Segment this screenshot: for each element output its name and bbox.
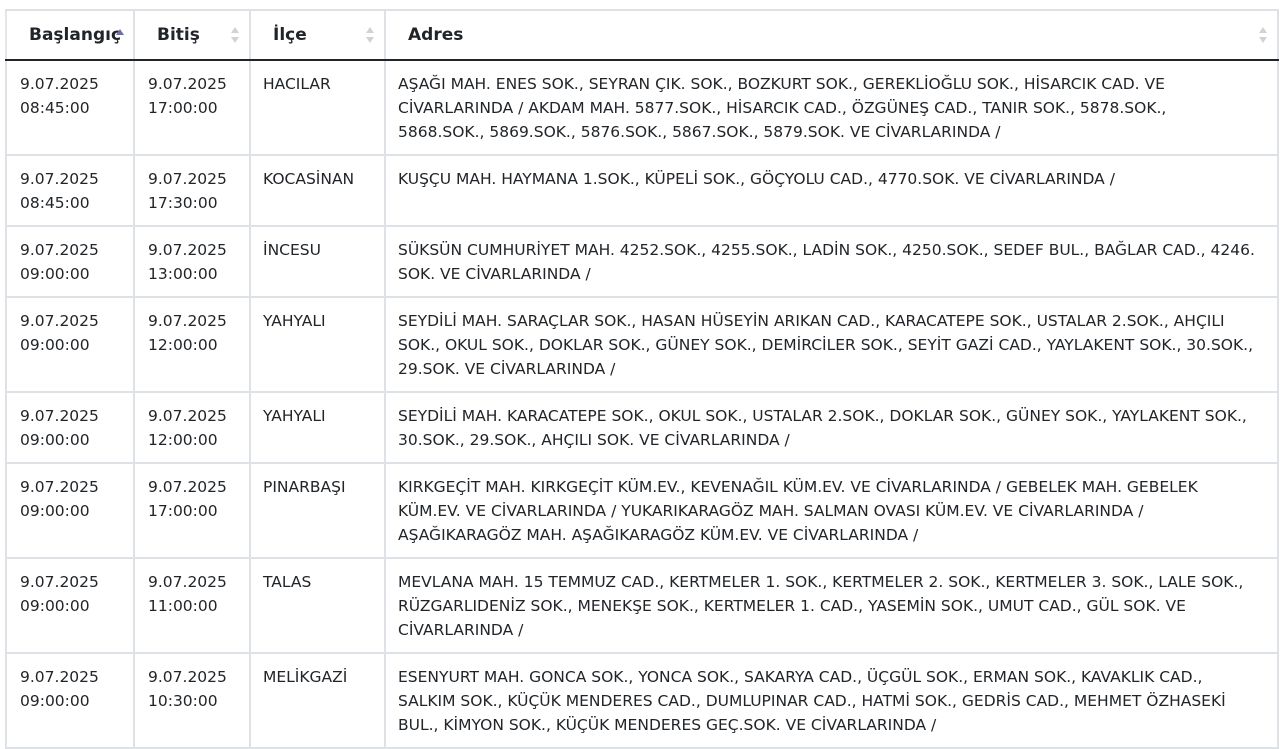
end-time: 12:00:00 (148, 336, 218, 354)
cell-ilce (250, 155, 385, 226)
cell-start (6, 558, 134, 653)
start-date: 9.07.2025 (20, 407, 99, 425)
sort-icon[interactable] (365, 26, 375, 44)
end-date: 9.07.2025 (148, 241, 227, 259)
start-date: 9.07.2025 (20, 573, 99, 591)
district-name: TALAS (263, 573, 312, 591)
end-time: 13:00:00 (148, 265, 218, 283)
table-row (6, 463, 1278, 558)
end-date: 9.07.2025 (148, 668, 227, 686)
table-row (6, 558, 1278, 653)
cell-adres (385, 297, 1278, 392)
cell-ilce (250, 463, 385, 558)
sort-icon[interactable] (1258, 26, 1268, 44)
cell-start (6, 653, 134, 748)
header-row (6, 10, 1278, 60)
end-time: 12:00:00 (148, 431, 218, 449)
start-time: 09:00:00 (20, 431, 90, 449)
district-name: İNCESU (263, 241, 321, 259)
cell-end (134, 60, 250, 155)
start-date: 9.07.2025 (20, 478, 99, 496)
outage-table (5, 9, 1279, 749)
start-date: 9.07.2025 (20, 312, 99, 330)
cell-adres (385, 463, 1278, 558)
cell-adres (385, 558, 1278, 653)
start-date: 9.07.2025 (20, 241, 99, 259)
cell-ilce (250, 297, 385, 392)
end-time: 17:30:00 (148, 194, 218, 212)
end-time: 17:00:00 (148, 502, 218, 520)
end-time: 10:30:00 (148, 692, 218, 710)
start-time: 09:00:00 (20, 336, 90, 354)
sort-ascending-icon[interactable] (115, 28, 125, 46)
district-name: YAHYALI (263, 407, 326, 425)
district-name: PINARBAŞI (263, 478, 346, 496)
cell-end (134, 155, 250, 226)
table-header (6, 10, 1278, 60)
start-time: 09:00:00 (20, 597, 90, 615)
start-time: 09:00:00 (20, 502, 90, 520)
address-text: KUŞÇU MAH. HAYMANA 1.SOK., KÜPELİ SOK., GÖÇYOLU CAD., 4770.SOK. VE CİVARLARINDA / (398, 170, 1115, 188)
district-name: KOCASİNAN (263, 170, 355, 188)
table-body (6, 60, 1278, 748)
address-text: SÜKSÜN CUMHURİYET MAH. 4252.SOK., 4255.SOK., LADİN SOK., 4250.SOK., SEDEF BUL., BAĞLAR CAD., 4246. SOK. VE CİVARLARINDA / (398, 241, 1255, 283)
cell-end (134, 392, 250, 463)
cell-adres (385, 226, 1278, 297)
cell-end (134, 226, 250, 297)
start-time: 09:00:00 (20, 692, 90, 710)
cell-start (6, 463, 134, 558)
sort-icon[interactable] (230, 26, 240, 44)
address-text: SEYDİLİ MAH. SARAÇLAR SOK., HASAN HÜSEYİN ARIKAN CAD., KARACATEPE SOK., USTALAR 2.SOK., AHÇILI SOK., OKUL SOK., DOKLAR SOK., GÜNEY SOK., DEMİRCİLER SOK., SEYİT GAZİ CAD., YAYLAKENT SOK., 30.SOK., 29.SOK. VE CİVARLARINDA / (398, 312, 1254, 378)
address-text: SEYDİLİ MAH. KARACATEPE SOK., OKUL SOK., USTALAR 2.SOK., DOKLAR SOK., GÜNEY SOK., YAYLAKENT SOK., 30.SOK., 29.SOK., AHÇILI SOK. VE CİVARLARINDA / (398, 407, 1247, 449)
cell-adres (385, 60, 1278, 155)
table-row (6, 226, 1278, 297)
end-date: 9.07.2025 (148, 573, 227, 591)
district-name: HACILAR (263, 75, 331, 93)
cell-ilce (250, 558, 385, 653)
cell-start (6, 60, 134, 155)
start-time: 09:00:00 (20, 265, 90, 283)
outage-table-wrapper (5, 9, 1277, 749)
start-date: 9.07.2025 (20, 668, 99, 686)
address-text: KIRKGEÇİT MAH. KIRKGEÇİT KÜM.EV., KEVENAĞIL KÜM.EV. VE CİVARLARINDA / GEBELEK MAH. GEBELEK KÜM.EV. VE CİVARLARINDA / YUKARIKARAGÖZ MAH. SALMAN OVASI KÜM.EV. VE CİVARLARINDA / AŞAĞIKARAGÖZ MAH. AŞAĞIKARAGÖZ KÜM.EV. VE CİVARLARINDA / (398, 478, 1198, 544)
cell-start (6, 392, 134, 463)
cell-start (6, 297, 134, 392)
start-time: 08:45:00 (20, 194, 90, 212)
table-row (6, 155, 1278, 226)
table-row (6, 297, 1278, 392)
column-header-baslangic[interactable] (6, 10, 134, 60)
district-name: YAHYALI (263, 312, 326, 330)
column-header-bitis[interactable] (134, 10, 250, 60)
end-date: 9.07.2025 (148, 312, 227, 330)
end-date: 9.07.2025 (148, 478, 227, 496)
column-header-adres[interactable] (385, 10, 1278, 60)
column-header-ilce[interactable] (250, 10, 385, 60)
cell-start (6, 155, 134, 226)
district-name: MELİKGAZİ (263, 668, 348, 686)
cell-ilce (250, 653, 385, 748)
cell-adres (385, 653, 1278, 748)
start-date: 9.07.2025 (20, 75, 99, 93)
column-header-label: Adres (408, 25, 464, 45)
cell-end (134, 653, 250, 748)
address-text: MEVLANA MAH. 15 TEMMUZ CAD., KERTMELER 1. SOK., KERTMELER 2. SOK., KERTMELER 3. SOK., LALE SOK., RÜZGARLIDENİZ SOK., MENEKŞE SOK., KERTMELER 1. CAD., YASEMİN SOK., UMUT CAD., GÜL SOK. VE CİVARLARINDA / (398, 573, 1244, 639)
cell-end (134, 463, 250, 558)
cell-adres (385, 155, 1278, 226)
cell-start (6, 226, 134, 297)
end-date: 9.07.2025 (148, 170, 227, 188)
table-row (6, 392, 1278, 463)
end-date: 9.07.2025 (148, 407, 227, 425)
address-text: ESENYURT MAH. GONCA SOK., YONCA SOK., SAKARYA CAD., ÜÇGÜL SOK., ERMAN SOK., KAVAKLIK CAD., SALKIM SOK., KÜÇÜK MENDERES CAD., DUMLUPINAR CAD., HATMİ SOK., GEDRİS CAD., MEHMET ÖZHASEKİ BUL., KİMYON SOK., KÜÇÜK MENDERES GEÇ.SOK. VE CİVARLARINDA / (398, 668, 1226, 734)
table-row (6, 653, 1278, 748)
cell-end (134, 297, 250, 392)
end-time: 17:00:00 (148, 99, 218, 117)
cell-end (134, 558, 250, 653)
column-header-label: Başlangıç (29, 25, 122, 45)
cell-adres (385, 392, 1278, 463)
cell-ilce (250, 60, 385, 155)
column-header-label: Bitiş (157, 25, 200, 45)
cell-ilce (250, 392, 385, 463)
start-time: 08:45:00 (20, 99, 90, 117)
end-time: 11:00:00 (148, 597, 218, 615)
address-text: AŞAĞI MAH. ENES SOK., SEYRAN ÇIK. SOK., BOZKURT SOK., GEREKLİOĞLU SOK., HİSARCIK CAD. VE CİVARLARINDA / AKDAM MAH. 5877.SOK., HİSARCIK CAD., ÖZGÜNEŞ CAD., TANIR SOK., 5878.SOK., 5868.SOK., 5869.SOK., 5876.SOK., 5867.SOK., 5879.SOK. VE CİVARLARINDA / (398, 75, 1167, 141)
table-row (6, 60, 1278, 155)
cell-ilce (250, 226, 385, 297)
end-date: 9.07.2025 (148, 75, 227, 93)
start-date: 9.07.2025 (20, 170, 99, 188)
column-header-label: İlçe (273, 25, 307, 45)
